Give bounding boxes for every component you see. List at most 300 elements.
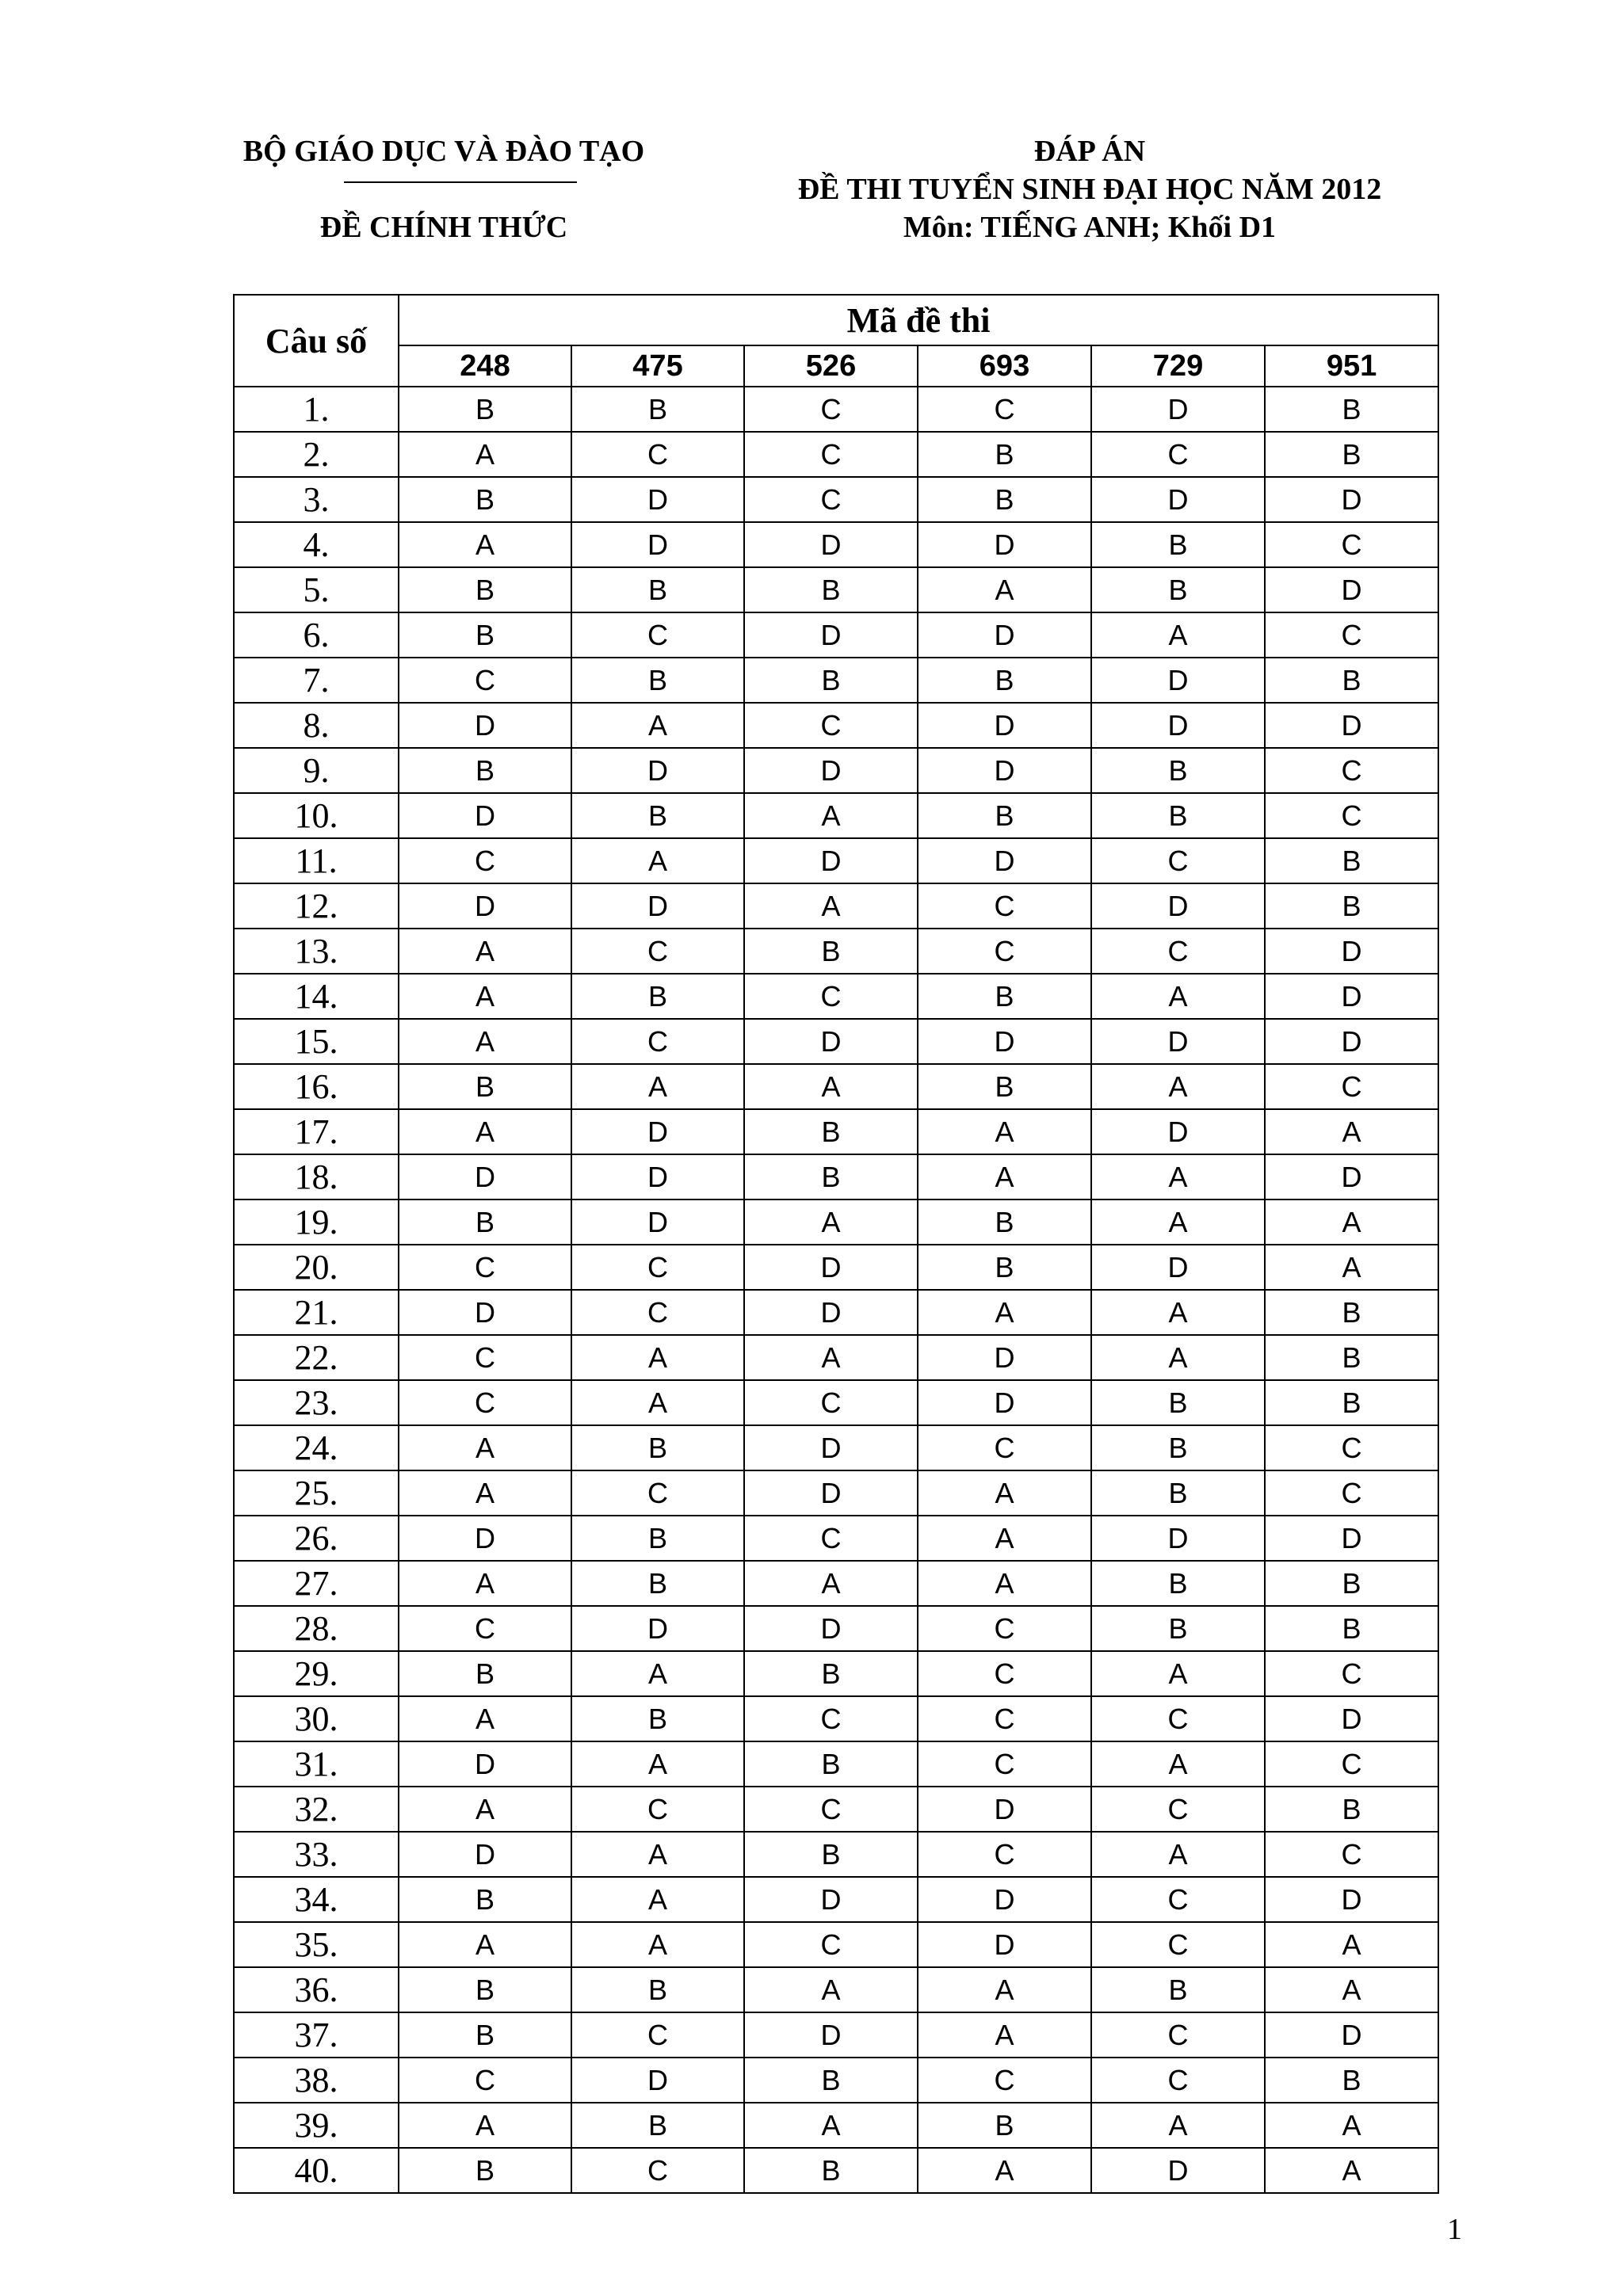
question-number: 32. bbox=[234, 1787, 399, 1832]
answer-rows bbox=[234, 387, 1438, 2193]
question-number: 24. bbox=[234, 1425, 399, 1470]
answer-cell: B bbox=[1265, 1787, 1438, 1832]
question-number: 7. bbox=[234, 658, 399, 703]
answer-cell: D bbox=[399, 1154, 571, 1199]
answer-cell: C bbox=[1091, 1696, 1265, 1741]
answer-cell: D bbox=[744, 838, 918, 883]
answer-cell: B bbox=[918, 2103, 1091, 2148]
table-row bbox=[234, 1245, 1438, 1290]
table-row bbox=[234, 1425, 1438, 1470]
answer-cell: A bbox=[1091, 1290, 1265, 1335]
answer-cell: D bbox=[744, 612, 918, 658]
table-row bbox=[234, 929, 1438, 974]
answer-cell: C bbox=[1091, 1877, 1265, 1922]
answer-cell: A bbox=[571, 1380, 744, 1425]
answer-cell: B bbox=[918, 432, 1091, 477]
answer-cell: D bbox=[1091, 2148, 1265, 2193]
answer-cell: B bbox=[399, 2012, 571, 2058]
answer-cell: C bbox=[1265, 748, 1438, 793]
answer-cell: C bbox=[571, 432, 744, 477]
answer-cell: C bbox=[744, 703, 918, 748]
answer-cell: A bbox=[571, 1335, 744, 1380]
answer-cell: A bbox=[744, 883, 918, 929]
answer-cell: B bbox=[744, 1651, 918, 1696]
answer-cell: B bbox=[1091, 748, 1265, 793]
answer-cell: C bbox=[744, 1696, 918, 1741]
answer-cell: D bbox=[744, 1470, 918, 1516]
answer-cell: B bbox=[744, 2058, 918, 2103]
answer-cell: A bbox=[399, 432, 571, 477]
answer-cell: B bbox=[571, 1516, 744, 1561]
answer-cell: C bbox=[1091, 929, 1265, 974]
answer-cell: B bbox=[918, 658, 1091, 703]
table-row bbox=[234, 1380, 1438, 1425]
answer-cell: A bbox=[571, 1064, 744, 1109]
answer-cell: D bbox=[1091, 387, 1265, 432]
answer-cell: A bbox=[1091, 1832, 1265, 1877]
question-number: 28. bbox=[234, 1606, 399, 1651]
answer-cell: C bbox=[918, 883, 1091, 929]
answer-cell: B bbox=[1091, 1606, 1265, 1651]
answer-cell: A bbox=[744, 1967, 918, 2012]
table-row bbox=[234, 748, 1438, 793]
answer-cell: D bbox=[744, 1425, 918, 1470]
table-row bbox=[234, 1516, 1438, 1561]
table-row bbox=[234, 1335, 1438, 1380]
answer-cell: D bbox=[1265, 567, 1438, 612]
answer-cell: D bbox=[399, 1741, 571, 1787]
answer-cell: C bbox=[918, 2058, 1091, 2103]
answer-cell: C bbox=[399, 2058, 571, 2103]
answer-cell: B bbox=[571, 2103, 744, 2148]
table-row bbox=[234, 1109, 1438, 1154]
answer-cell: D bbox=[918, 1019, 1091, 1064]
question-number-header: Câu số bbox=[234, 295, 399, 387]
answer-cell: A bbox=[1091, 974, 1265, 1019]
answer-cell: B bbox=[918, 1245, 1091, 1290]
question-number: 2. bbox=[234, 432, 399, 477]
answer-cell: D bbox=[399, 793, 571, 838]
answer-cell: A bbox=[1091, 1335, 1265, 1380]
answer-cell: C bbox=[744, 1380, 918, 1425]
question-number: 31. bbox=[234, 1741, 399, 1787]
answer-cell: D bbox=[1091, 658, 1265, 703]
answer-cell: D bbox=[571, 1199, 744, 1245]
table-row bbox=[234, 793, 1438, 838]
answer-cell: C bbox=[744, 432, 918, 477]
answer-cell: C bbox=[1091, 1922, 1265, 1967]
header-divider bbox=[344, 181, 577, 183]
table-row bbox=[234, 567, 1438, 612]
question-number: 21. bbox=[234, 1290, 399, 1335]
question-number: 10. bbox=[234, 793, 399, 838]
answer-cell: A bbox=[1091, 1199, 1265, 1245]
table-row bbox=[234, 1877, 1438, 1922]
answer-cell: D bbox=[571, 748, 744, 793]
answer-cell: C bbox=[1091, 838, 1265, 883]
answer-cell: D bbox=[1091, 1245, 1265, 1290]
table-row bbox=[234, 2148, 1438, 2193]
answer-cell: B bbox=[571, 1561, 744, 1606]
question-number: 38. bbox=[234, 2058, 399, 2103]
answer-cell: C bbox=[918, 1606, 1091, 1651]
answer-cell: D bbox=[744, 522, 918, 567]
answer-cell: D bbox=[1091, 1109, 1265, 1154]
answer-cell: B bbox=[744, 658, 918, 703]
answer-cell: A bbox=[399, 522, 571, 567]
exam-code-cell: 693 bbox=[918, 345, 1091, 387]
exam-code-cell: 248 bbox=[399, 345, 571, 387]
question-number: 22. bbox=[234, 1335, 399, 1380]
answer-cell: C bbox=[571, 612, 744, 658]
answer-cell: B bbox=[1091, 1380, 1265, 1425]
answer-cell: A bbox=[399, 1561, 571, 1606]
answer-cell: D bbox=[1265, 477, 1438, 522]
answer-cell: B bbox=[918, 793, 1091, 838]
answer-cell: A bbox=[1265, 1199, 1438, 1245]
answer-cell: B bbox=[399, 477, 571, 522]
answer-cell: D bbox=[918, 838, 1091, 883]
answer-cell: A bbox=[1091, 1064, 1265, 1109]
question-number: 39. bbox=[234, 2103, 399, 2148]
answer-cell: B bbox=[744, 1741, 918, 1787]
answer-cell: A bbox=[399, 1696, 571, 1741]
answer-cell: C bbox=[571, 1290, 744, 1335]
answer-cell: C bbox=[1091, 2058, 1265, 2103]
answer-cell: C bbox=[399, 1335, 571, 1380]
official-label: ĐỀ CHÍNH THỨC bbox=[319, 211, 568, 244]
exam-title: ĐỀ THI TUYỂN SINH ĐẠI HỌC NĂM 2012 bbox=[797, 173, 1382, 206]
answer-cell: B bbox=[1265, 883, 1438, 929]
answer-cell: D bbox=[1265, 974, 1438, 1019]
answer-cell: C bbox=[918, 929, 1091, 974]
answer-cell: D bbox=[744, 1877, 918, 1922]
answer-cell: C bbox=[744, 1516, 918, 1561]
answer-cell: C bbox=[399, 1245, 571, 1290]
answer-cell: C bbox=[918, 1741, 1091, 1787]
answer-cell: D bbox=[1265, 1019, 1438, 1064]
answer-cell: C bbox=[1265, 1741, 1438, 1787]
answer-cell: A bbox=[744, 1199, 918, 1245]
answer-cell: A bbox=[399, 1019, 571, 1064]
answer-cell: C bbox=[571, 2012, 744, 2058]
answer-cell: D bbox=[1265, 1516, 1438, 1561]
answer-cell: D bbox=[918, 612, 1091, 658]
table-row bbox=[234, 1651, 1438, 1696]
answer-cell: D bbox=[918, 1877, 1091, 1922]
answer-cell: B bbox=[744, 929, 918, 974]
answer-cell: C bbox=[399, 838, 571, 883]
question-number: 26. bbox=[234, 1516, 399, 1561]
answer-cell: C bbox=[744, 1922, 918, 1967]
exam-code-cell: 475 bbox=[571, 345, 744, 387]
table-row bbox=[234, 1967, 1438, 2012]
answer-cell: A bbox=[1091, 1154, 1265, 1199]
answer-cell: C bbox=[571, 1245, 744, 1290]
answer-cell: A bbox=[1091, 1651, 1265, 1696]
answer-cell: B bbox=[571, 1696, 744, 1741]
answer-cell: B bbox=[571, 658, 744, 703]
answer-cell: D bbox=[571, 2058, 744, 2103]
answer-cell: B bbox=[399, 2148, 571, 2193]
answer-cell: B bbox=[571, 1425, 744, 1470]
answer-cell: D bbox=[918, 1380, 1091, 1425]
answer-cell: A bbox=[571, 1877, 744, 1922]
question-number: 4. bbox=[234, 522, 399, 567]
answer-cell: B bbox=[571, 1967, 744, 2012]
answer-cell: B bbox=[1265, 2058, 1438, 2103]
answer-cell: D bbox=[1265, 1877, 1438, 1922]
answer-cell: D bbox=[399, 1516, 571, 1561]
answer-cell: B bbox=[1265, 387, 1438, 432]
answer-cell: D bbox=[744, 1290, 918, 1335]
answer-cell: A bbox=[1265, 1967, 1438, 2012]
answer-cell: C bbox=[1265, 612, 1438, 658]
answer-cell: A bbox=[918, 1290, 1091, 1335]
question-number: 1. bbox=[234, 387, 399, 432]
answer-cell: A bbox=[571, 1922, 744, 1967]
table-row bbox=[234, 387, 1438, 432]
answer-cell: D bbox=[1265, 703, 1438, 748]
table-row bbox=[234, 1922, 1438, 1967]
answer-cell: B bbox=[1265, 1380, 1438, 1425]
answer-cell: A bbox=[918, 1516, 1091, 1561]
answer-cell: A bbox=[399, 974, 571, 1019]
answer-cell: A bbox=[571, 1651, 744, 1696]
question-number: 3. bbox=[234, 477, 399, 522]
answer-cell: D bbox=[571, 522, 744, 567]
answer-cell: A bbox=[744, 1335, 918, 1380]
answer-cell: A bbox=[1091, 1741, 1265, 1787]
answer-cell: B bbox=[1265, 838, 1438, 883]
answer-cell: A bbox=[744, 793, 918, 838]
table-row bbox=[234, 1064, 1438, 1109]
answer-cell: B bbox=[399, 748, 571, 793]
answer-cell: C bbox=[918, 1651, 1091, 1696]
question-number: 35. bbox=[234, 1922, 399, 1967]
question-number: 40. bbox=[234, 2148, 399, 2193]
answer-cell: D bbox=[1265, 929, 1438, 974]
table-row bbox=[234, 1019, 1438, 1064]
answer-cell: C bbox=[1265, 522, 1438, 567]
answer-cell: D bbox=[399, 1832, 571, 1877]
answer-cell: D bbox=[918, 748, 1091, 793]
answer-cell: B bbox=[918, 1064, 1091, 1109]
table-row bbox=[234, 1696, 1438, 1741]
question-number: 14. bbox=[234, 974, 399, 1019]
answer-cell: D bbox=[744, 2012, 918, 2058]
question-number: 25. bbox=[234, 1470, 399, 1516]
question-number: 6. bbox=[234, 612, 399, 658]
answer-cell: B bbox=[1091, 1967, 1265, 2012]
answer-cell: A bbox=[918, 2148, 1091, 2193]
table-row bbox=[234, 1741, 1438, 1787]
table-row bbox=[234, 1561, 1438, 1606]
answer-cell: D bbox=[918, 1335, 1091, 1380]
table-row bbox=[234, 1606, 1438, 1651]
question-number: 5. bbox=[234, 567, 399, 612]
answer-cell: D bbox=[571, 1154, 744, 1199]
answer-cell: A bbox=[918, 1154, 1091, 1199]
question-number: 37. bbox=[234, 2012, 399, 2058]
answer-cell: A bbox=[918, 1109, 1091, 1154]
question-number: 36. bbox=[234, 1967, 399, 2012]
answer-cell: A bbox=[1091, 2103, 1265, 2148]
table-row bbox=[234, 838, 1438, 883]
answer-cell: A bbox=[1265, 2103, 1438, 2148]
answer-cell: B bbox=[1265, 1561, 1438, 1606]
answer-cell: B bbox=[744, 1154, 918, 1199]
answer-cell: C bbox=[918, 387, 1091, 432]
answer-cell: B bbox=[1091, 1425, 1265, 1470]
subject-title: Môn: TIẾNG ANH; Khối D1 bbox=[903, 211, 1277, 244]
answer-cell: A bbox=[571, 703, 744, 748]
answer-cell: A bbox=[399, 1425, 571, 1470]
answer-cell: D bbox=[1265, 2012, 1438, 2058]
table-row bbox=[234, 612, 1438, 658]
answer-cell: C bbox=[1265, 1651, 1438, 1696]
question-number: 8. bbox=[234, 703, 399, 748]
answer-cell: D bbox=[1265, 1696, 1438, 1741]
question-number: 30. bbox=[234, 1696, 399, 1741]
exam-code-cell: 729 bbox=[1091, 345, 1265, 387]
answer-cell: C bbox=[744, 477, 918, 522]
question-number: 34. bbox=[234, 1877, 399, 1922]
answer-cell: C bbox=[918, 1696, 1091, 1741]
answer-cell: A bbox=[1265, 1109, 1438, 1154]
answer-cell: A bbox=[1265, 2148, 1438, 2193]
answer-cell: C bbox=[1265, 1064, 1438, 1109]
answer-cell: A bbox=[399, 1787, 571, 1832]
answer-cell: C bbox=[571, 1470, 744, 1516]
answer-cell: B bbox=[571, 974, 744, 1019]
table-row bbox=[234, 658, 1438, 703]
answer-cell: D bbox=[744, 1019, 918, 1064]
answer-cell: A bbox=[744, 1064, 918, 1109]
answer-cell: D bbox=[744, 1245, 918, 1290]
answer-cell: B bbox=[1091, 567, 1265, 612]
answer-cell: C bbox=[399, 658, 571, 703]
answer-cell: B bbox=[1091, 1470, 1265, 1516]
answer-cell: A bbox=[399, 929, 571, 974]
answer-cell: A bbox=[571, 838, 744, 883]
question-number: 17. bbox=[234, 1109, 399, 1154]
answer-cell: A bbox=[571, 1741, 744, 1787]
answer-cell: A bbox=[399, 1109, 571, 1154]
answer-cell: B bbox=[1265, 658, 1438, 703]
answer-cell: C bbox=[1091, 2012, 1265, 2058]
answer-cell: B bbox=[571, 387, 744, 432]
exam-code-cell: 526 bbox=[744, 345, 918, 387]
exam-code-cell: 951 bbox=[1265, 345, 1438, 387]
table-row bbox=[234, 1470, 1438, 1516]
answer-cell: B bbox=[1091, 1561, 1265, 1606]
answer-cell: C bbox=[918, 1425, 1091, 1470]
table-row bbox=[234, 2012, 1438, 2058]
answer-cell: A bbox=[399, 1470, 571, 1516]
answer-cell: C bbox=[1265, 1832, 1438, 1877]
answer-cell: B bbox=[399, 387, 571, 432]
answer-cell: D bbox=[918, 1787, 1091, 1832]
answer-cell: D bbox=[571, 883, 744, 929]
answer-cell: B bbox=[399, 1064, 571, 1109]
answer-cell: D bbox=[1091, 703, 1265, 748]
answer-cell: A bbox=[1265, 1922, 1438, 1967]
question-number: 11. bbox=[234, 838, 399, 883]
question-number: 12. bbox=[234, 883, 399, 929]
answer-cell: B bbox=[399, 1877, 571, 1922]
question-number: 16. bbox=[234, 1064, 399, 1109]
answer-cell: C bbox=[399, 1606, 571, 1651]
answer-cell: B bbox=[571, 793, 744, 838]
table-row bbox=[234, 1154, 1438, 1199]
answer-cell: C bbox=[1091, 1787, 1265, 1832]
answer-cell: B bbox=[399, 1967, 571, 2012]
answer-cell: D bbox=[571, 477, 744, 522]
answer-cell: C bbox=[744, 387, 918, 432]
answer-cell: C bbox=[571, 1019, 744, 1064]
answer-cell: A bbox=[918, 1470, 1091, 1516]
page-number: 1 bbox=[1447, 2213, 1462, 2246]
answer-cell: C bbox=[399, 1380, 571, 1425]
table-row bbox=[234, 1290, 1438, 1335]
table-row bbox=[234, 883, 1438, 929]
answer-cell: B bbox=[918, 974, 1091, 1019]
table-row bbox=[234, 1832, 1438, 1877]
answer-cell: A bbox=[744, 1561, 918, 1606]
answer-cell: D bbox=[918, 703, 1091, 748]
answer-cell: A bbox=[918, 2012, 1091, 2058]
answer-cell: D bbox=[918, 522, 1091, 567]
question-number: 15. bbox=[234, 1019, 399, 1064]
answer-cell: C bbox=[744, 974, 918, 1019]
answer-cell: B bbox=[918, 477, 1091, 522]
answer-cell: B bbox=[744, 567, 918, 612]
question-number: 33. bbox=[234, 1832, 399, 1877]
answer-cell: D bbox=[744, 1606, 918, 1651]
table-row bbox=[234, 522, 1438, 567]
exam-code-row bbox=[234, 345, 1438, 387]
answer-key-table bbox=[233, 294, 1439, 2194]
answer-cell: A bbox=[399, 1922, 571, 1967]
answer-cell: A bbox=[1265, 1245, 1438, 1290]
answer-cell: C bbox=[571, 1787, 744, 1832]
answer-cell: C bbox=[571, 2148, 744, 2193]
answer-cell: B bbox=[399, 567, 571, 612]
answer-cell: D bbox=[1091, 477, 1265, 522]
answer-cell: D bbox=[1265, 1154, 1438, 1199]
answer-cell: A bbox=[918, 1561, 1091, 1606]
answer-cell: B bbox=[571, 567, 744, 612]
answer-cell: A bbox=[571, 1832, 744, 1877]
answer-cell: B bbox=[1265, 1290, 1438, 1335]
table-row bbox=[234, 1199, 1438, 1245]
answer-cell: B bbox=[1091, 522, 1265, 567]
answer-cell: B bbox=[1265, 1335, 1438, 1380]
answer-cell: D bbox=[1091, 883, 1265, 929]
answer-cell: D bbox=[399, 703, 571, 748]
answer-cell: A bbox=[918, 1967, 1091, 2012]
answer-cell: C bbox=[918, 1832, 1091, 1877]
answer-cell: C bbox=[1265, 1470, 1438, 1516]
table-row bbox=[234, 2103, 1438, 2148]
answer-cell: B bbox=[744, 1109, 918, 1154]
answer-cell: D bbox=[399, 1290, 571, 1335]
answer-cell: D bbox=[571, 1606, 744, 1651]
answer-cell: D bbox=[1091, 1516, 1265, 1561]
answer-cell: A bbox=[399, 2103, 571, 2148]
answer-cell: A bbox=[918, 567, 1091, 612]
